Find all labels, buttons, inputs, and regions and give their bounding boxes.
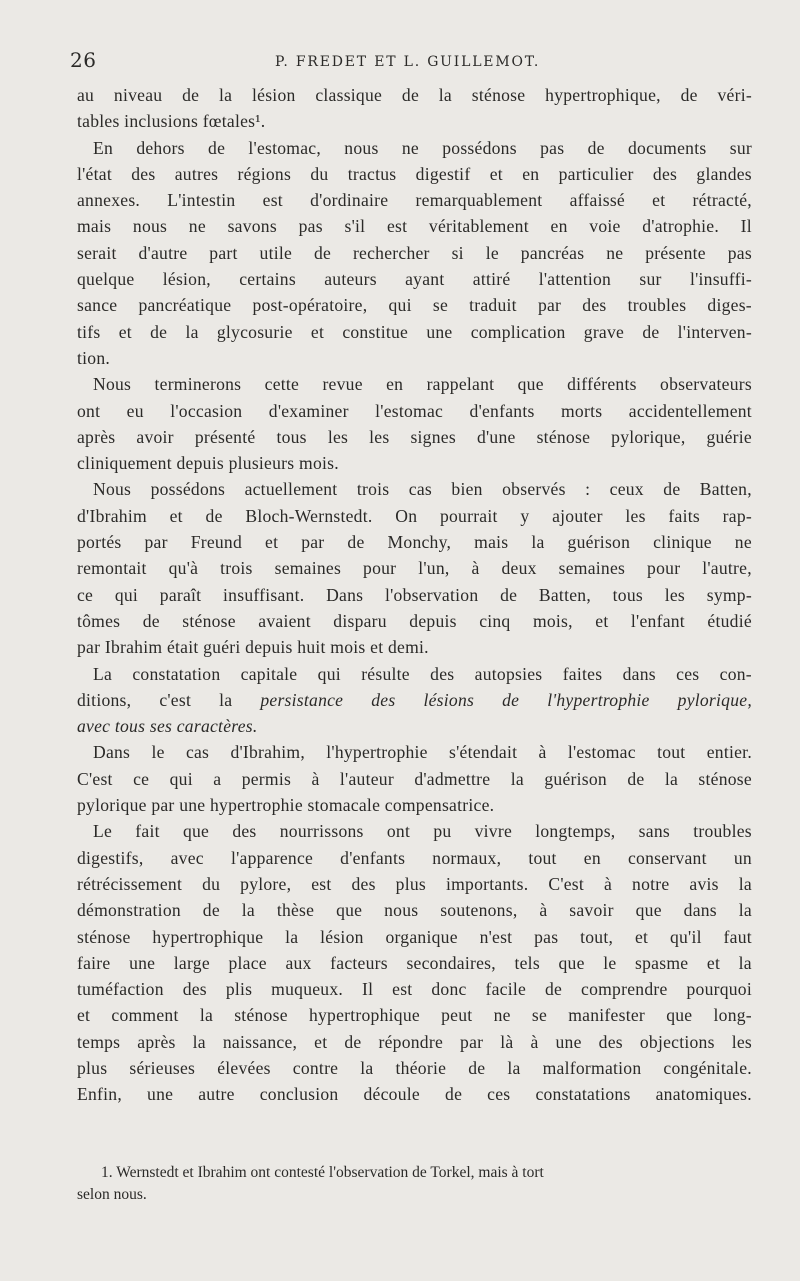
text-line: plus sérieuses élevées contre la théorie de la malformation congénitale. [77, 1057, 752, 1078]
text-line: annexes. L'intestin est d'ordinaire remarquablement affaissé et rétracté, [77, 190, 752, 211]
page-header [70, 48, 750, 78]
text-line: cliniquement depuis plusieurs mois. [77, 453, 339, 474]
text-line: sténose hypertrophique la lésion organique n'est pas tout, et qu'il faut [77, 926, 752, 947]
text-line: l'état des autres régions du tractus digestif et en particulier des glandes [77, 163, 752, 184]
text-line: rétrécissement du pylore, est des plus importants. C'est à notre avis la [77, 873, 752, 894]
text-line: C'est ce qui a permis à l'auteur d'admettre la guérison de la sténose [77, 768, 752, 789]
text-line: Nous terminerons cette revue en rappelant que différents observateurs [93, 374, 752, 395]
text-line: pylorique par une hypertrophie stomacale compensatrice. [77, 795, 495, 816]
text-line: sance pancréatique post-opératoire, qui se traduit par des troubles diges- [77, 295, 752, 316]
text-line: d'Ibrahim et de Bloch-Wernstedt. On pourrait y ajouter les faits rap- [77, 505, 752, 526]
text-line: Nous possédons actuellement trois cas bien observés : ceux de Batten, [93, 479, 752, 500]
footnote-line: 1. Wernstedt et Ibrahim ont contesté l'observation de Torkel, mais à tort [101, 1164, 544, 1181]
text-line: Le fait que des nourrissons ont pu vivre longtemps, sans troubles [93, 821, 752, 842]
text-line: mais nous ne savons pas s'il est véritablement en voie d'atrophie. Il [77, 216, 752, 237]
footnote-line: selon nous. [77, 1186, 147, 1203]
text-line: serait d'autre part utile de rechercher si le pancréas ne présente pas [77, 242, 752, 263]
body-text [77, 82, 752, 1108]
text-line: Enfin, une autre conclusion découle de ces constatations anatomiques. [77, 1084, 752, 1105]
text-line: faire une large place aux facteurs secondaires, tels que le spasme et la [77, 952, 752, 973]
text-line: digestifs, avec l'apparence d'enfants normaux, tout en conservant un [77, 847, 752, 868]
text-line: ce qui paraît insuffisant. Dans l'observation de Batten, tous les symp- [77, 584, 752, 605]
text-line: La constatation capitale qui résulte des autopsies faites dans ces con- [93, 663, 752, 684]
text-line: tuméfaction des plis muqueux. Il est donc facile de comprendre pourquoi [77, 979, 752, 1000]
text-line: démonstration de la thèse que nous soutenons, à savoir que dans la [77, 900, 752, 921]
text-line: tables inclusions fœtales¹. [77, 111, 266, 132]
text-line: remontait qu'à trois semaines pour l'un, à deux semaines pour l'autre, [77, 558, 752, 579]
text-line: avec tous ses caractères. [77, 716, 258, 737]
text-line: En dehors de l'estomac, nous ne possédons pas de documents sur [93, 137, 752, 158]
text-line: temps après la naissance, et de répondre par là à une des objections les [77, 1031, 752, 1052]
text-line: Dans le cas d'Ibrahim, l'hypertrophie s'étendait à l'estomac tout entier. [93, 742, 752, 763]
text-line: ont eu l'occasion d'examiner l'estomac d'enfants morts accidentellement [77, 400, 752, 421]
text-line: portés par Freund et par de Monchy, mais la guérison clinique ne [77, 532, 752, 553]
text-line: ditions, c'est la persistance des lésions de l'hypertrophie pylorique, [77, 689, 752, 710]
text-line: après avoir présenté tous les les signes d'une sténose pylorique, guérie [77, 426, 752, 447]
text-line: tifs et de la glycosurie et constitue une complication grave de l'interven- [77, 321, 752, 342]
text-line: au niveau de la lésion classique de la sténose hypertrophique, de véri- [77, 85, 752, 105]
page-number: 26 [70, 48, 97, 72]
text-line: tion. [77, 347, 111, 368]
footnote [77, 1162, 752, 1206]
text-line: et comment la sténose hypertrophique peut ne se manifester que long- [77, 1005, 752, 1026]
text-line: par Ibrahim était guéri depuis huit mois et demi. [77, 637, 429, 658]
text-line: quelque lésion, certains auteurs ayant attiré l'attention sur l'insuffi- [77, 269, 752, 290]
running-head: P. FREDET ET L. GUILLEMOT. [275, 54, 541, 70]
text-line: tômes de sténose avaient disparu depuis cinq mois, et l'enfant étudié [77, 610, 752, 631]
